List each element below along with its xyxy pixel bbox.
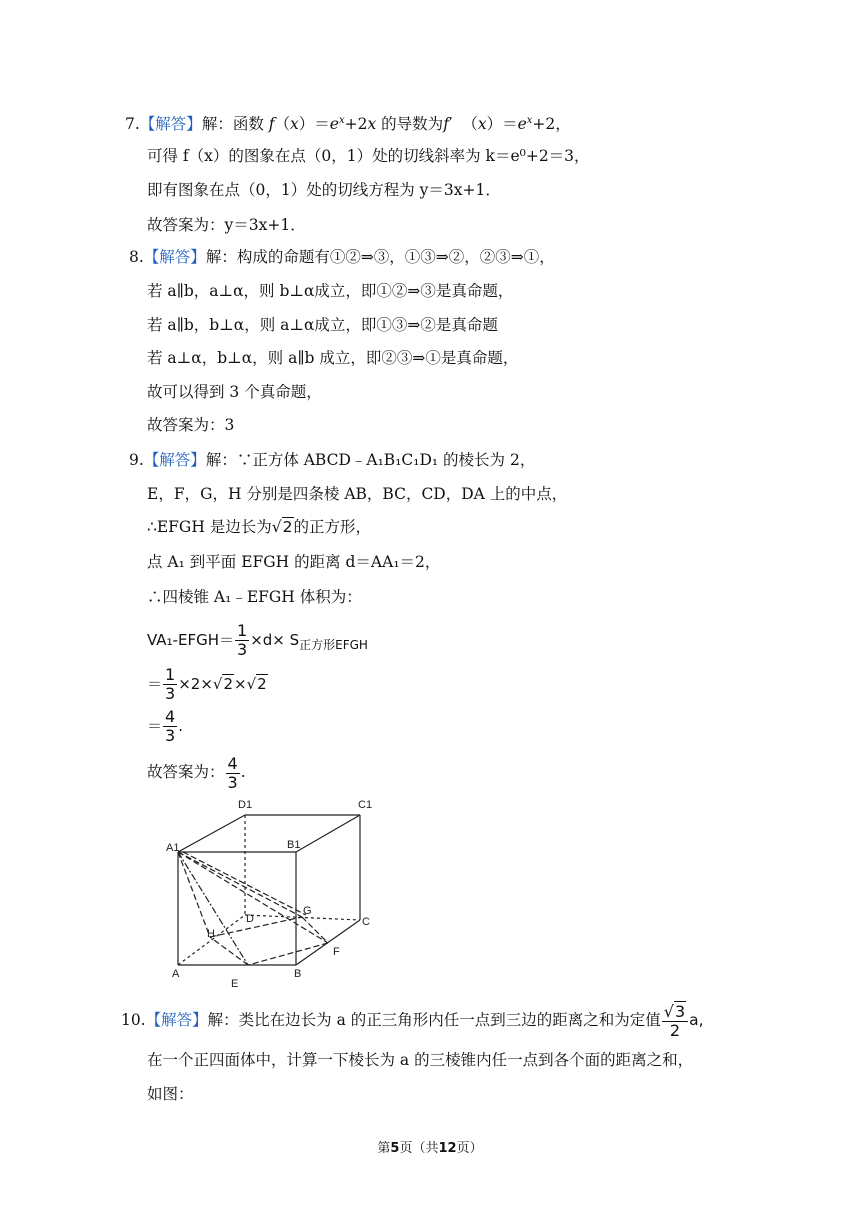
footer-post: 页） [456,1141,483,1156]
answer-tag: 【解答】 [139,115,202,134]
fraction-den: 3 [227,772,238,792]
fraction-den: 3 [237,640,248,659]
volume-formula-1 [147,620,368,665]
fraction-num: 4 [227,753,238,773]
q10-number: 10. [121,1011,146,1029]
label-F: F [333,946,340,958]
q10-line-1 [121,1000,704,1040]
q8-line-6: 故答案为：3 [147,416,235,434]
q9-line-3 [147,516,371,538]
fraction-num [662,1003,688,1022]
q8-line-1 [129,246,555,268]
sqrt-2-radicand: 2 [257,675,267,693]
q10-text-b: a, [689,1011,704,1029]
sqrt-3-radicand: 3 [674,1001,686,1021]
q7-line-2: 可得 f（x）的图象在点（0，1）处的切线斜率为 k＝e⁰+2＝3， [147,147,590,165]
equals-sign: ＝ [147,675,163,693]
fraction-num: 1 [237,621,248,640]
sqrt-2: √2 [212,675,233,693]
q9-number: 9. [129,451,144,469]
q9-text: 解：∵正方体 ABCD﹣A₁B₁C₁D₁ 的棱长为 2， [205,451,536,469]
footer-mid: 页（共 [399,1141,439,1156]
q9-line-3-b: 的正方形， [293,518,372,536]
fraction-num: 1 [165,665,176,684]
fraction-one-third [163,666,177,703]
q9-answer [147,752,246,792]
q8-line-3: 若 a∥b，b⊥α，则 a⊥α成立，即①③⇒②是真命题 [147,316,498,334]
q7-text-b: 的导数为 [381,115,444,134]
label-B1: B1 [287,839,301,851]
answer-tag: 【解答】 [143,451,206,469]
volume-formula-2 [147,664,268,704]
answer-label: 故答案为： [147,763,225,781]
q10-text-a: 解：类比在边长为 a 的正三角形内任一点到三边的距离之和为定值 [207,1011,661,1029]
fraction-sqrt3-over-2 [662,1003,688,1040]
q7-text-a: 解：函数 [201,115,264,134]
period: . [240,763,246,781]
sqrt-2-radicand: 2 [282,518,293,536]
q9-line-1 [129,449,535,471]
footer-total-pages: 12 [438,1141,457,1156]
q8-line-4: 若 a⊥α，b⊥α，则 a∥b 成立，即②③⇒①是真命题， [147,349,519,367]
q10-line-2: 在一个正四面体中，计算一下棱长为 a 的三棱锥内任一点到各个面的距离之和， [147,1051,694,1069]
answer-tag: 【解答】 [145,1011,208,1029]
period: . [178,717,183,735]
q8-line-2: 若 a∥b，a⊥α，则 b⊥α成立，即①②⇒③是真命题， [147,282,514,300]
q7-line-1: 7.【解答】解：函数 $f(x)=e^x+2x$ 的导数为f′ $(x)=e^x+2$， [125,115,571,134]
label-A: A [172,968,180,980]
label-E: E [231,978,239,990]
label-D: D [246,913,254,925]
volume-result [147,706,183,746]
q8-text: 解：构成的命题有①②⇒③，①③⇒②，②③⇒①， [205,248,555,266]
label-B: B [294,968,302,980]
label-C: C [362,916,370,928]
formula-rhs: ×d× S [250,631,300,649]
label-A1: A1 [166,842,180,854]
label-D1: D1 [238,799,253,811]
q8-line-5: 故可以得到 3 个真命题， [147,383,322,401]
page-footer [0,1137,860,1156]
sqrt-3: √3 [663,1001,686,1021]
sqrt-2: √2 [246,675,267,693]
sqrt-2-radicand: 2 [223,675,233,693]
footer-page-number: 5 [390,1141,400,1156]
label-G: G [303,905,312,917]
cube-figure [160,795,390,995]
times-sign: × [234,675,247,693]
label-H: H [207,928,215,940]
fraction-den: 3 [165,726,176,745]
q9-line-2: E，F，G，H 分别是四条棱 AB，BC，CD，DA 上的中点， [147,485,568,503]
q7-line-4: 故答案为：y＝3x+1． [147,216,306,234]
q10-line-3: 如图： [147,1085,194,1103]
label-C1: C1 [358,799,373,811]
formula-subscript: 正方形EFGH [299,638,368,652]
formula-middle: ×2× [178,675,213,693]
fraction-four-thirds [163,708,177,745]
fraction-one-third [235,622,249,659]
fraction-num: 4 [165,707,176,726]
sqrt-2: √2 [271,518,293,536]
fraction-four-thirds [226,755,240,792]
q9-line-4: 点 A₁ 到平面 EFGH 的距离 d＝AA₁＝2， [147,553,441,571]
equals-sign: ＝ [147,717,163,735]
q7-line-3: 即有图象在点（0，1）处的切线方程为 y＝3x+1． [147,181,501,199]
q9-line-5: ∴四棱锥 A₁﹣EFGH 体积为： [147,588,362,606]
fraction-den: 2 [669,1020,681,1040]
q8-number: 8. [129,248,144,266]
fraction-den: 3 [165,684,176,703]
q9-line-3-a: ∴EFGH 是边长为 [147,518,272,536]
answer-tag: 【解答】 [143,248,206,266]
q7-number: 7. [125,115,140,134]
formula-lhs: VA₁-EFGH＝ [147,631,234,649]
footer-pre: 第 [377,1141,391,1156]
